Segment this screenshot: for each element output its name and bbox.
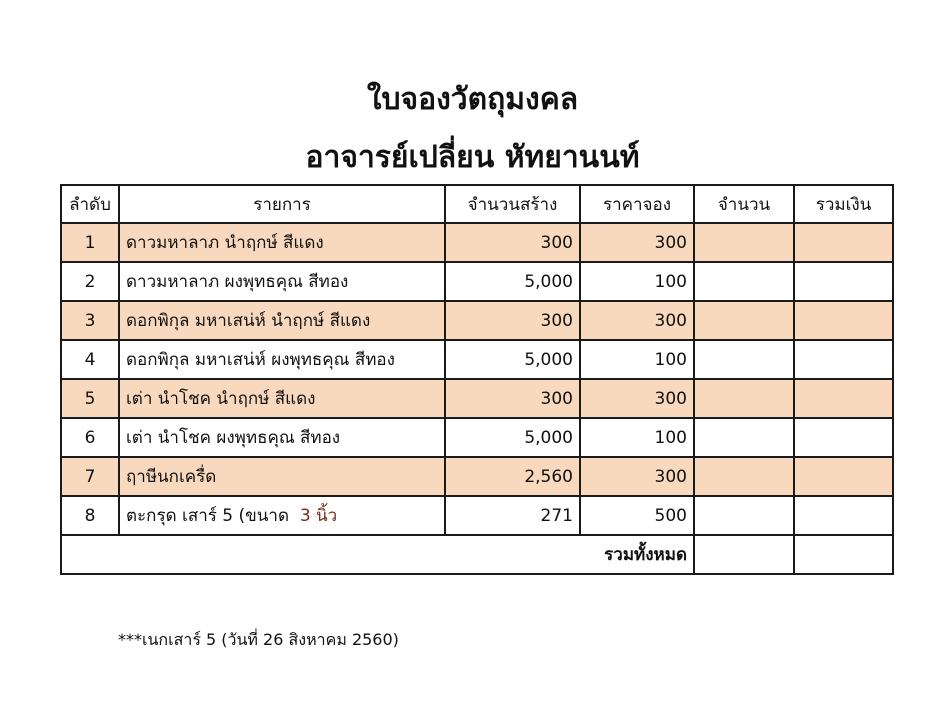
table-row bbox=[61, 223, 893, 262]
row-item bbox=[119, 223, 445, 262]
row-number: 6 bbox=[61, 418, 119, 457]
table-row bbox=[61, 301, 893, 340]
row-made: 2,560 bbox=[445, 457, 580, 496]
table-row bbox=[61, 340, 893, 379]
header-quantity: จำนวน bbox=[694, 185, 794, 223]
row-item-size: 3 นิ้ว bbox=[299, 506, 338, 526]
row-price: 300 bbox=[580, 301, 694, 340]
row-number: 2 bbox=[61, 262, 119, 301]
row-price: 500 bbox=[580, 496, 694, 535]
form-title: ใบจองวัตถุมงคล bbox=[366, 82, 579, 117]
quantity-input-cell[interactable] bbox=[694, 340, 794, 379]
quantity-input-cell[interactable] bbox=[694, 301, 794, 340]
row-item-text: เต่า นำโชค นำฤกษ์ สีแดง bbox=[126, 389, 316, 409]
table-row bbox=[61, 379, 893, 418]
total-label: รวมทั้งหมด bbox=[61, 535, 694, 574]
header-sum: รวมเงิน bbox=[794, 185, 893, 223]
quantity-input-cell[interactable] bbox=[694, 418, 794, 457]
row-number: 4 bbox=[61, 340, 119, 379]
row-item-text: ดาวมหาลาภ ผงพุทธคุณ สีทอง bbox=[126, 272, 349, 292]
quantity-input-cell[interactable] bbox=[694, 496, 794, 535]
footnote: ***เนกเสาร์ 5 (วันที่ 26 สิงหาคม 2560) bbox=[118, 630, 399, 649]
header-made: จำนวนสร้าง bbox=[445, 185, 580, 223]
row-item-text: ดอกพิกุล มหาเสน่ห์ ผงพุทธคุณ สีทอง bbox=[126, 350, 395, 370]
table-body bbox=[61, 223, 893, 574]
row-price: 300 bbox=[580, 379, 694, 418]
row-made: 300 bbox=[445, 301, 580, 340]
row-item bbox=[119, 418, 445, 457]
row-item-text: ฤาษีนกเครื่ด bbox=[126, 467, 217, 487]
total-quantity-cell[interactable] bbox=[694, 535, 794, 574]
sum-cell[interactable] bbox=[794, 496, 893, 535]
row-item bbox=[119, 457, 445, 496]
row-made: 5,000 bbox=[445, 262, 580, 301]
row-item-text: ดาวมหาลาภ นำฤกษ์ สีแดง bbox=[126, 233, 324, 253]
order-table bbox=[60, 184, 894, 575]
row-made: 271 bbox=[445, 496, 580, 535]
row-made: 300 bbox=[445, 223, 580, 262]
sum-cell[interactable] bbox=[794, 262, 893, 301]
row-made: 5,000 bbox=[445, 418, 580, 457]
table-header-row bbox=[61, 185, 893, 223]
total-sum-cell[interactable] bbox=[794, 535, 893, 574]
row-number: 1 bbox=[61, 223, 119, 262]
total-row bbox=[61, 535, 893, 574]
table-row bbox=[61, 496, 893, 535]
form-subtitle: อาจารย์เปลี่ยน หัทยานนท์ bbox=[305, 140, 640, 175]
quantity-input-cell[interactable] bbox=[694, 457, 794, 496]
row-price: 300 bbox=[580, 223, 694, 262]
row-made: 5,000 bbox=[445, 340, 580, 379]
row-number: 5 bbox=[61, 379, 119, 418]
table-row bbox=[61, 457, 893, 496]
row-item bbox=[119, 379, 445, 418]
sum-cell[interactable] bbox=[794, 457, 893, 496]
quantity-input-cell[interactable] bbox=[694, 379, 794, 418]
quantity-input-cell[interactable] bbox=[694, 223, 794, 262]
header-no: ลำดับ bbox=[61, 185, 119, 223]
row-price: 100 bbox=[580, 418, 694, 457]
row-number: 3 bbox=[61, 301, 119, 340]
sum-cell[interactable] bbox=[794, 223, 893, 262]
row-number: 7 bbox=[61, 457, 119, 496]
row-item bbox=[119, 262, 445, 301]
sum-cell[interactable] bbox=[794, 379, 893, 418]
header-item: รายการ bbox=[119, 185, 445, 223]
table-row bbox=[61, 418, 893, 457]
row-price: 300 bbox=[580, 457, 694, 496]
row-made: 300 bbox=[445, 379, 580, 418]
sum-cell[interactable] bbox=[794, 418, 893, 457]
header-price: ราคาจอง bbox=[580, 185, 694, 223]
sum-cell[interactable] bbox=[794, 301, 893, 340]
table-row bbox=[61, 262, 893, 301]
row-item-text: ตะกรุด เสาร์ 5 (ขนาด bbox=[126, 506, 289, 526]
quantity-input-cell[interactable] bbox=[694, 262, 794, 301]
row-item bbox=[119, 340, 445, 379]
row-item bbox=[119, 496, 445, 535]
sum-cell[interactable] bbox=[794, 340, 893, 379]
row-number: 8 bbox=[61, 496, 119, 535]
row-item-text: เต่า นำโชค ผงพุทธคุณ สีทอง bbox=[126, 428, 341, 448]
row-price: 100 bbox=[580, 340, 694, 379]
row-item-text: ดอกพิกุล มหาเสน่ห์ นำฤกษ์ สีแดง bbox=[126, 311, 371, 331]
row-item bbox=[119, 301, 445, 340]
row-price: 100 bbox=[580, 262, 694, 301]
